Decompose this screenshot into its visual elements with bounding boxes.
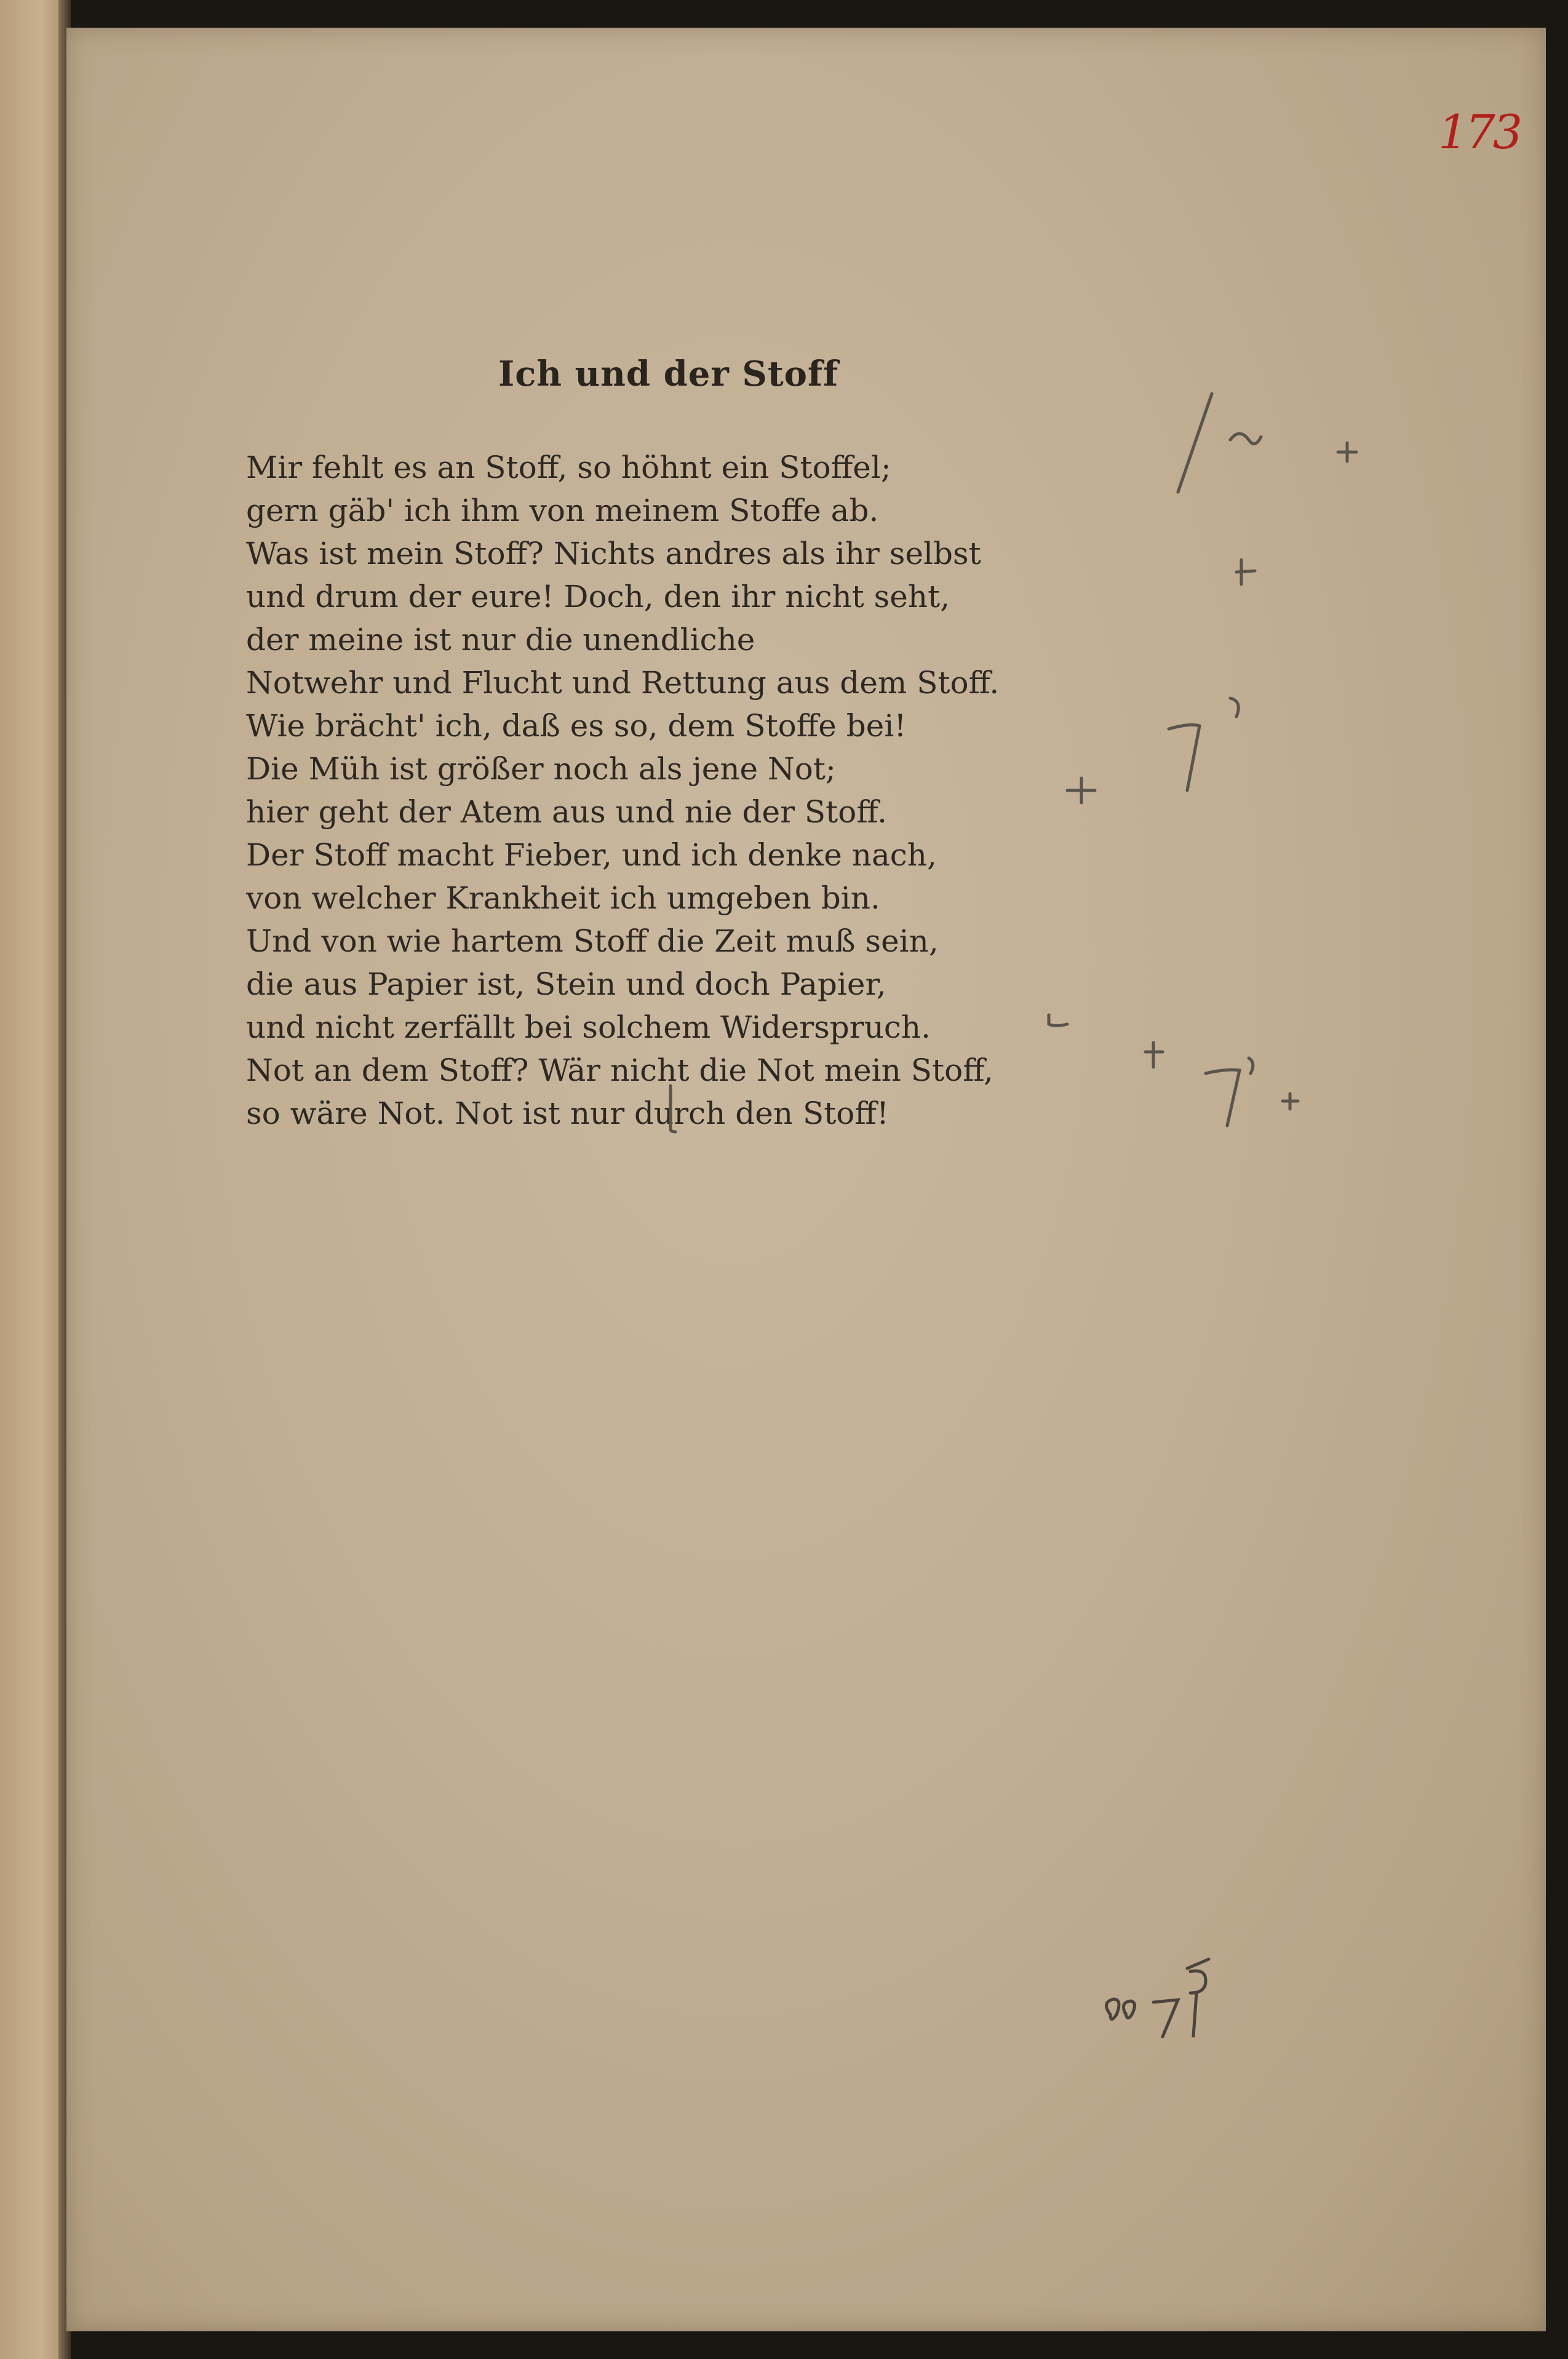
poem-line: Notwehr und Flucht und Rettung aus dem Stoff.: [246, 665, 1000, 701]
poem-line: und nicht zerfällt bei solchem Widerspruch.: [246, 1009, 931, 1045]
poem-line: die aus Papier ist, Stein und doch Papier,: [246, 966, 886, 1002]
poem-line: von welcher Krankheit ich umgeben bin.: [246, 880, 880, 916]
poem-title: Ich und der Stoff: [498, 354, 839, 394]
poem-line: der meine ist nur die unendliche: [246, 622, 755, 658]
poem-line: Und von wie hartem Stoff die Zeit muß sein,: [246, 923, 939, 959]
poem-line: Was ist mein Stoff? Nichts andres als ihr selbst: [246, 536, 981, 571]
poem-line: Mir fehlt es an Stoff, so höhnt ein Stoffel;: [246, 450, 891, 485]
poem-line: gern gäb' ich ihm von meinem Stoffe ab.: [246, 493, 879, 528]
poem-line: Der Stoff macht Fieber, und ich denke nach,: [246, 837, 937, 873]
poem-line: hier geht der Atem aus und nie der Stoff.: [246, 794, 887, 830]
folio-number-text: 173: [1438, 105, 1521, 159]
poem-line: Wie brächt' ich, daß es so, dem Stoffe bei!: [246, 708, 907, 744]
poem-line: so wäre Not. Not ist nur durch den Stoff!: [246, 1096, 889, 1131]
folio-number: [1438, 105, 1521, 172]
poem-line: Die Müh ist größer noch als jene Not;: [246, 751, 836, 787]
poem-line: Not an dem Stoff? Wär nicht die Not mein Stoff,: [246, 1052, 993, 1088]
poem-line: und drum der eure! Doch, den ihr nicht seht,: [246, 579, 950, 615]
pencil-margin-note-drawing: [1098, 1935, 1240, 2058]
pencil-margin-note: [1098, 1935, 1240, 2058]
previous-page-edge: [0, 0, 68, 2359]
poem-lines: [246, 446, 999, 1135]
